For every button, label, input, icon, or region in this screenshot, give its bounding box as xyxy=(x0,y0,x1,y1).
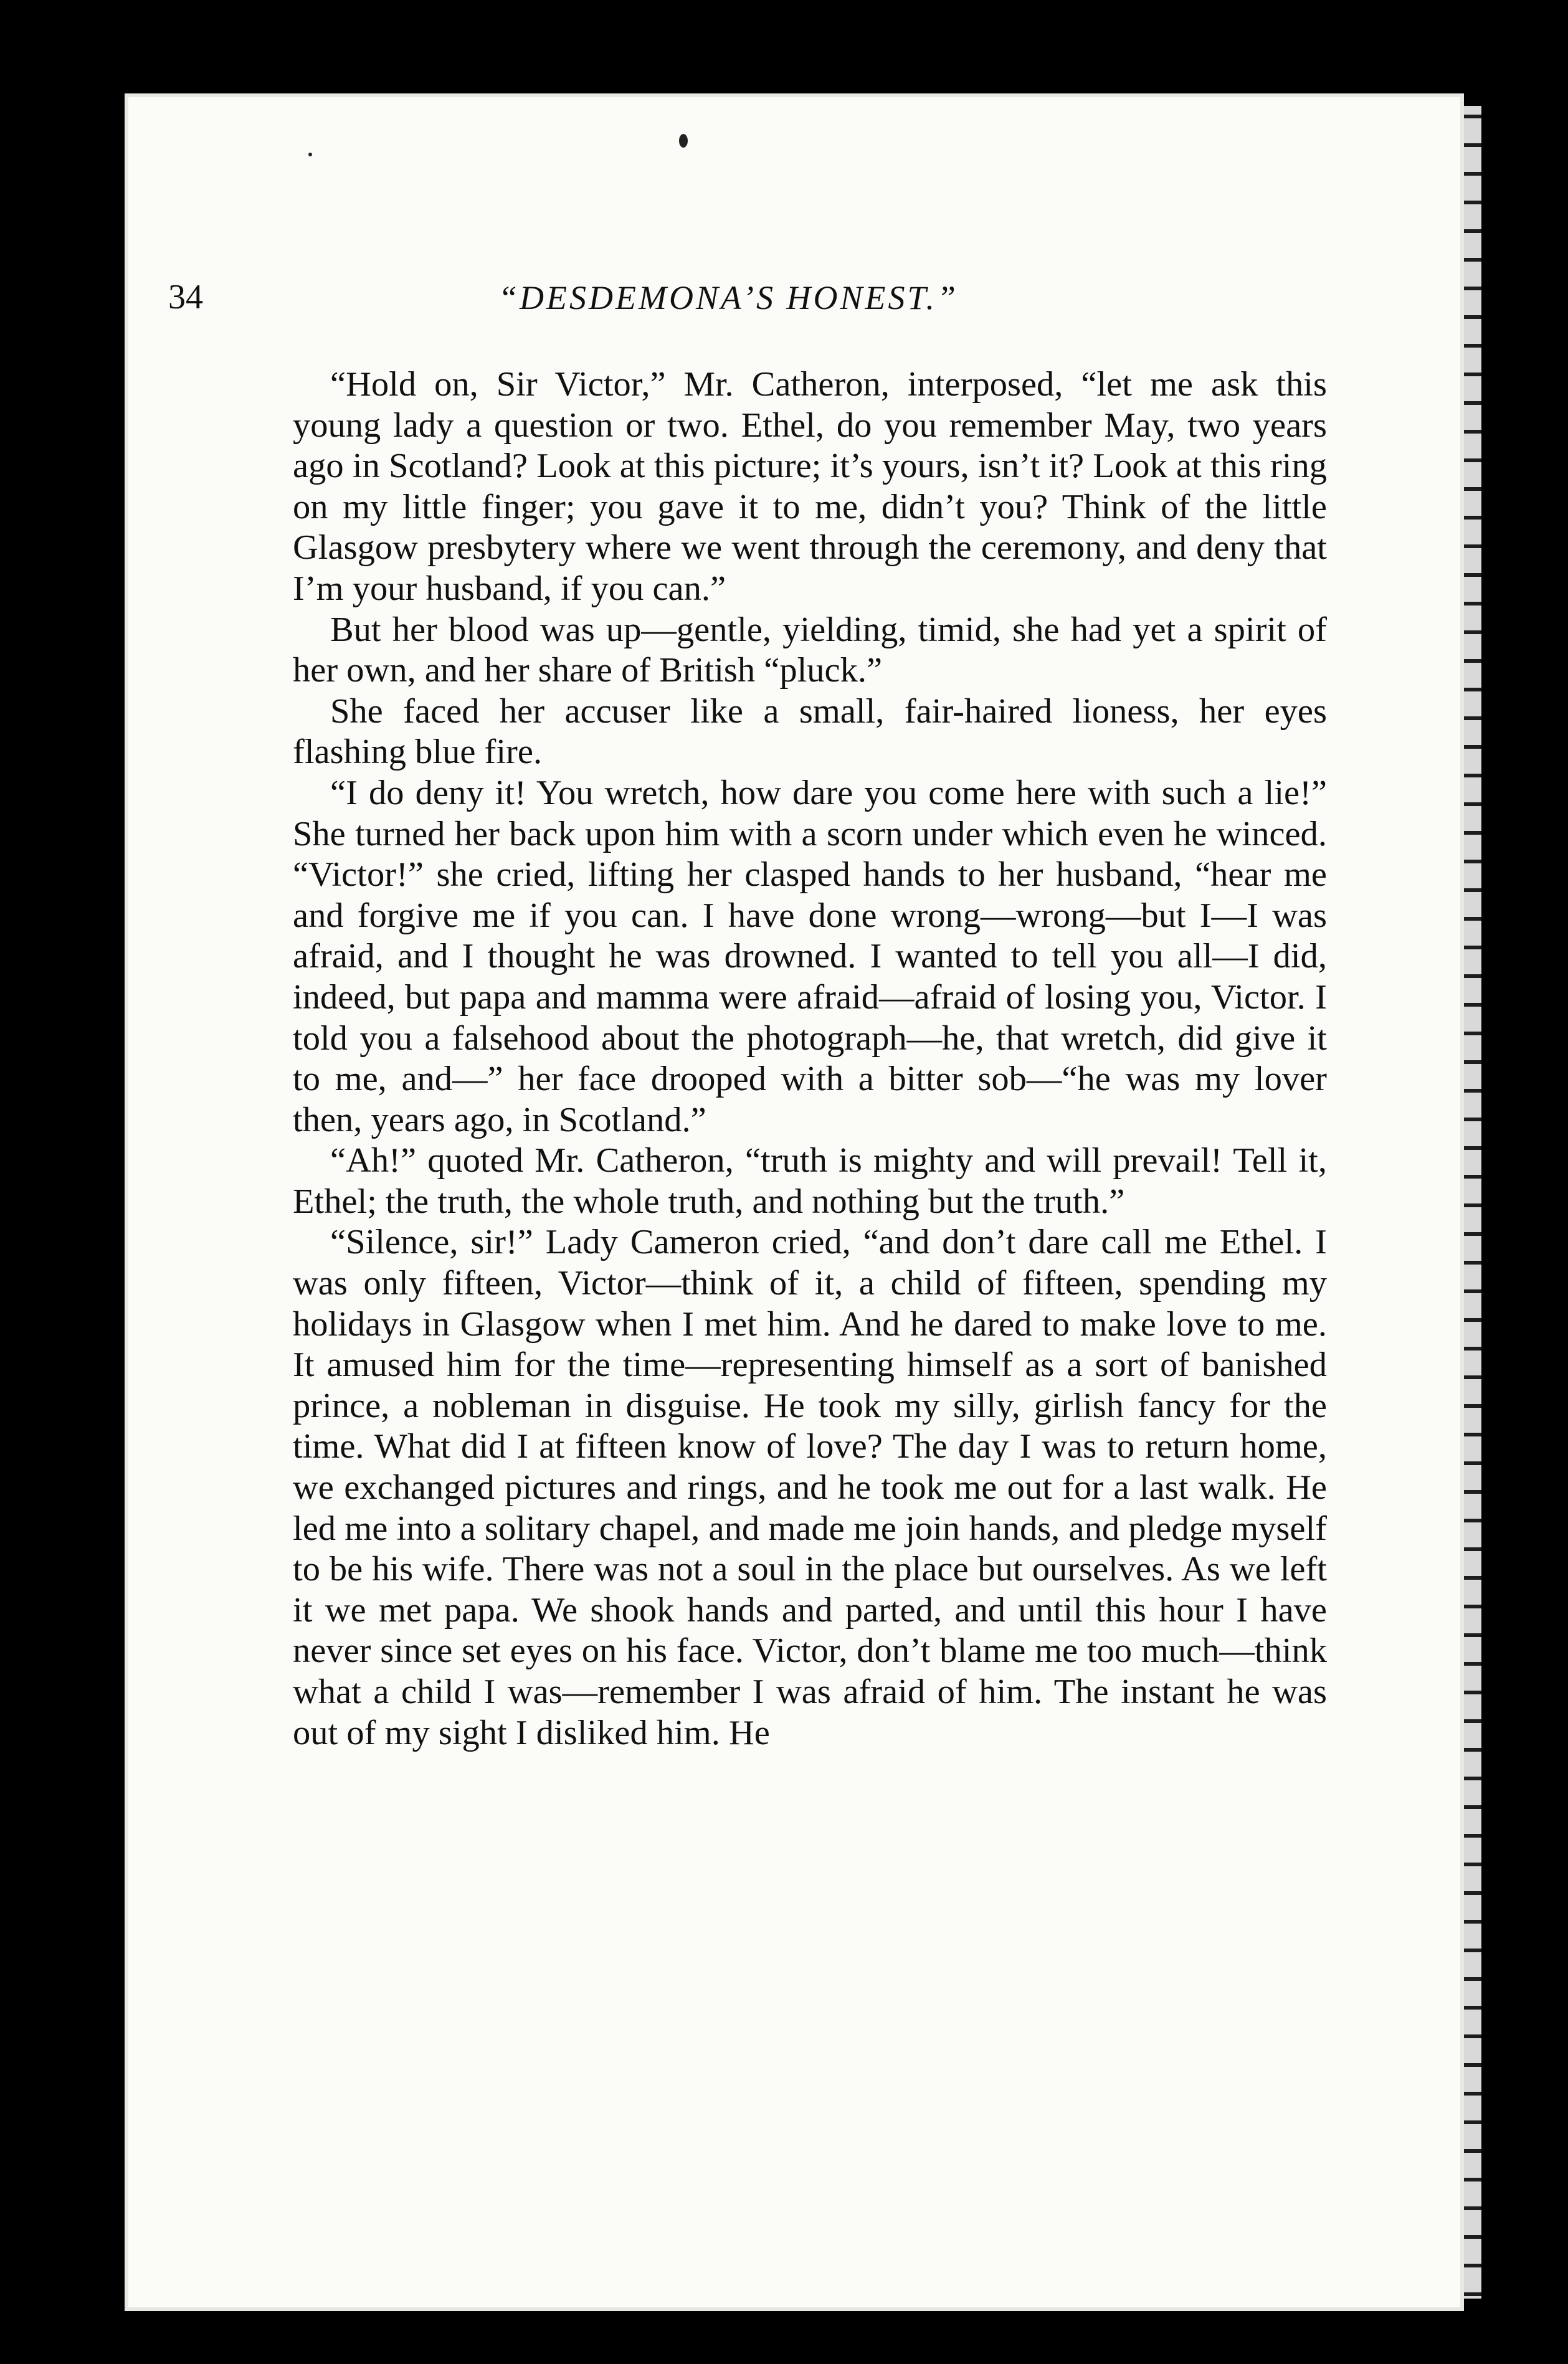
body-text xyxy=(293,364,1327,1754)
page-number: 34 xyxy=(168,278,203,316)
ink-speck xyxy=(679,134,688,148)
running-head xyxy=(168,277,1389,327)
ink-speck xyxy=(308,153,312,156)
paragraph: “I do deny it! You wretch, how dare you come here with such a lie!” She turned her back upon him with a scorn under which even he winced. “Victor!” she cried, lifting her clasped hands to her husband, “hear me and forgive me if you can. I have done wrong—wrong—but I—I was afraid, and I thought he was drowned. I wanted to tell you all—I did, indeed, but papa and mamma were afraid—afraid of losing you, Victor. I told you a falsehood about the photograph—he, that wretch, did give it to me, and—” her face drooped with a bitter sob—“he was my lover then, years ago, in Scotland.” xyxy=(293,773,1327,1139)
paragraph: But her blood was up—gentle, yielding, timid, she had yet a spirit of her own, and her share of British “pluck.” xyxy=(293,610,1327,690)
running-title: “DESDEMONA’S HONEST.” xyxy=(498,279,959,316)
paragraph: “Silence, sir!” Lady Cameron cried, “and don’t dare call me Ethel. I was only fifteen, Victor—think of it, a child of fifteen, spending my holidays in Glasgow when I met him. And he dared to make love to me. It amused him for the time—representing himself as a sort of banished prince, a nobleman in disguise. He took my silly, girlish fancy for the time. What did I at fifteen know of love? The day I was to return home, we exchanged pictures and rings, and he took me out for a last walk. He led me into a solitary chapel, and made me join hands, and pledge myself to be his wife. There was not a soul in the place but ourselves. As we left it we met papa. We shook hands and parted, and until this hour I have never since set eyes on his face. Victor, don’t blame me too much—think what a child I was—remember I was afraid of him. The instant he was out of my sight I disliked him. He xyxy=(293,1223,1327,1752)
paragraph: “Hold on, Sir Victor,” Mr. Catheron, interposed, “let me ask this young lady a question or two. Ethel, do you remember May, two years ago in Scotland? Look at this picture; it’s yours, isn’t it? Look at this ring on my little finger; you gave it to me, didn’t you? Think of the little Glasgow presbytery where we went through the ceremony, and deny that I’m your husband, if you can.” xyxy=(293,365,1327,608)
page-edge xyxy=(1464,106,1481,2299)
paragraph: She faced her accuser like a small, fair-haired lioness, her eyes flashing blue fire. xyxy=(293,691,1327,772)
paragraph: “Ah!” quoted Mr. Catheron, “truth is mighty and will prevail! Tell it, Ethel; the truth, the whole truth, and nothing but the truth.” xyxy=(293,1141,1327,1221)
